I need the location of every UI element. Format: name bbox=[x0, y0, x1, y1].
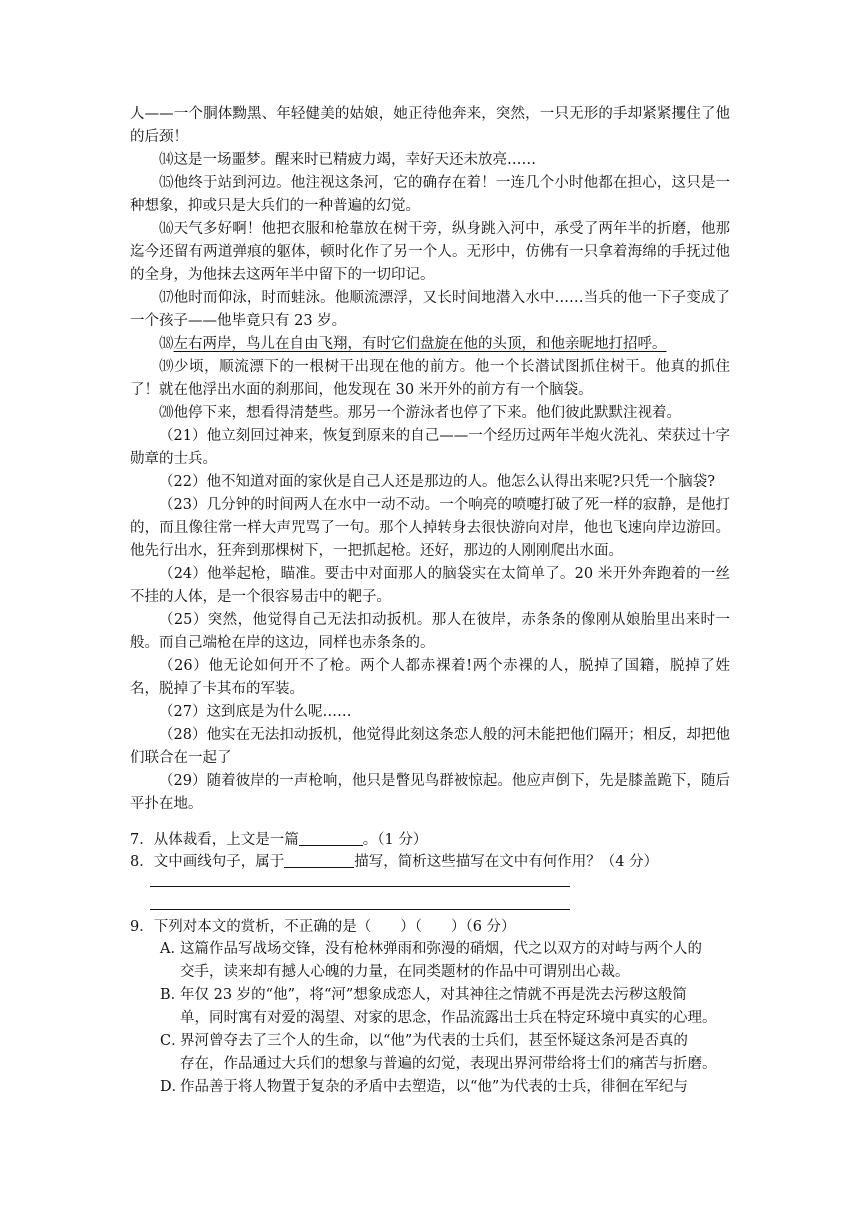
answer-line-1[interactable] bbox=[150, 886, 570, 887]
option-d[interactable]: D．作品善于将人物置于复杂的矛盾中去塑造，以“他”为代表的士兵，徘徊在军纪与 bbox=[160, 1079, 688, 1095]
passage-paragraph-23: （23）几分钟的时间两人在水中一动不动。一个响亮的喷嚏打破了死一样的寂静，是他打的，而且像往常一样大声咒骂了一句。那个人掉转身去很快游向对岸，他也飞速向岸边游回。他先行出水，狂奔到那棵树下，一把抓起枪。还好，那边的人刚刚爬出水面。 bbox=[130, 497, 730, 560]
passage-paragraph-17: ⒄他时而仰泳，时而蛙泳。他顺流漂浮，又长时间地潜入水中……当兵的他一下子变成了一个孩子——他毕竟只有 23 岁。 bbox=[130, 290, 730, 330]
underlined-sentence: 左右两岸，鸟儿在自由飞翔，有时它们盘旋在他的头顶，和他亲昵地打招呼。 bbox=[173, 336, 667, 352]
question-9: 9．下列对本文的赏析，不正确的是（ ）（ ）（6 分） bbox=[130, 919, 516, 935]
option-a[interactable]: A．这篇作品写战场交锋，没有枪林弹雨和弥漫的硝烟，代之以双方的对峙与两个人的 交手，读来却有撼人心魄的力量，在同类题材的作品中可谓别出心裁。 bbox=[160, 941, 702, 981]
answer-line-2[interactable] bbox=[150, 909, 570, 910]
passage-paragraph-21: （21）他立刻回过神来，恢复到原来的自己——一个经历过两年半炮火洗礼、荣获过十字勋章的士兵。 bbox=[130, 428, 730, 468]
passage-paragraph-15: ⒂他终于站到河边。他注视这条河，它的确存在着！一连几个小时他都在担心，这只是一种想象，抑或只是大兵们的一种普遍的幻觉。 bbox=[130, 175, 730, 215]
passage-paragraph-16: ⒃天气多好啊！他把衣服和枪靠放在树干旁，纵身跳入河中，承受了两年半的折磨，他那迄今还留有两道弹痕的躯体，顿时化作了另一个人。无形中，仿佛有一只拿着海绵的手抚过他的全身，为他抹去这两年半中留下的一切印记。 bbox=[130, 221, 730, 284]
passage-paragraph-20: ⒇他停下来，想看得清楚些。那另一个游泳者也停了下来。他们彼此默默注视着。 bbox=[159, 405, 681, 421]
answer-blank-q8[interactable] bbox=[284, 853, 354, 868]
question-8: 8．文中画线句子，属于 描写，简析这些描写在文中有何作用？（4 分） bbox=[130, 854, 659, 870]
passage-paragraph-19: ⒆少顷，顺流漂下的一根树干出现在他的前方。他一个长潜试图抓住树干。他真的抓住了！就在他浮出水面的刹那间，他发现在 30 米开外的前方有一个脑袋。 bbox=[130, 359, 730, 399]
passage-paragraph-29: （29）随着彼岸的一声枪响，他只是瞥见鸟群被惊起。他应声倒下，先是膝盖跪下，随后平扑在地。 bbox=[130, 773, 730, 813]
passage-paragraph-27: （27）这到底是为什么呢…… bbox=[159, 704, 352, 720]
passage-paragraph-28: （28）他实在无法扣动扳机，他觉得此刻这条恋人般的河未能把他们隔开；相反，却把他们联合在一起了 bbox=[130, 727, 730, 767]
option-b[interactable]: B．年仅 23 岁的“他”，将“河”想象成恋人，对其神往之情就不再是洗去污秽这般简 单，同时寓有对爱的渴望、对家的思念，作品流露出士兵在特定环境中真实的心理。 bbox=[160, 987, 717, 1027]
passage-paragraph-24: （24）他举起枪，瞄准。要击中对面那人的脑袋实在太简单了。20 米开外奔跑着的一丝不挂的人体，是一个很容易击中的靶子。 bbox=[130, 566, 730, 606]
paragraph-18-number: ⒅ bbox=[159, 336, 174, 352]
passage-paragraph-25: （25）突然，他觉得自己无法扣动扳机。那人在彼岸，赤条条的像刚从娘胎里出来时一般。而自己端枪在岸的这边，同样也赤条条的。 bbox=[130, 612, 730, 652]
passage-paragraph-continuation: 人——一个胴体黝黑、年轻健美的姑娘，她正待他奔来，突然，一只无形的手却紧紧攫住了他的后颈！ bbox=[130, 106, 730, 146]
option-c[interactable]: C．界河曾夺去了三个人的生命，以“他”为代表的士兵们，甚至怀疑这条河是否真的 存在，作品通过大兵们的想象与普遍的幻觉，表现出界河带给将士们的痛苦与折磨。 bbox=[160, 1033, 717, 1073]
passage-paragraph-22: （22）他不知道对面的家伙是自己人还是那边的人。他怎么认得出来呢?只凭一个脑袋? bbox=[159, 474, 715, 490]
passage-paragraph-26: （26）他无论如何开不了枪。两个人都赤裸着!两个赤裸的人，脱掉了国籍，脱掉了姓名，脱掉了卡其布的军装。 bbox=[130, 658, 730, 698]
passage-paragraph-18 bbox=[130, 333, 730, 356]
answer-blank-q7[interactable] bbox=[299, 831, 363, 846]
passage-paragraph-14: ⒁这是一场噩梦。醒来时已精疲力竭，幸好天还未放亮…… bbox=[159, 152, 536, 168]
question-7: 7．从体裁看，上文是一篇 。（1 分） bbox=[130, 832, 428, 848]
